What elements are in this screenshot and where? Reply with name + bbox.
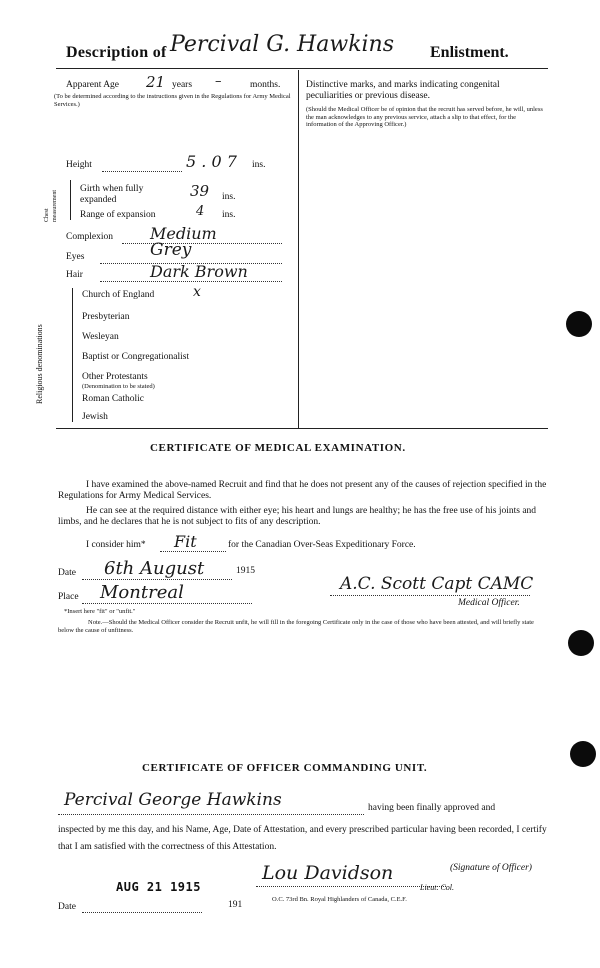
- religion-church-of-england: Church of England: [82, 290, 155, 300]
- apparent-age-label: Apparent Age: [66, 80, 120, 90]
- medical-officer-label: Medical Officer.: [458, 598, 520, 608]
- height-ins-label: ins.: [252, 160, 266, 170]
- range-ins-label: ins.: [222, 210, 236, 220]
- years-label: years: [172, 80, 193, 90]
- form-title-suffix: Enlistment.: [430, 44, 509, 61]
- religion-side-label: Religious denominations: [35, 324, 44, 404]
- commanding-unit: O.C. 73rd Bn. Royal Highlanders of Canada, C.E.F.: [272, 896, 407, 903]
- form-title: Description of: [66, 44, 167, 61]
- recruit-name-handwritten: Percival G. Hawkins: [170, 32, 395, 57]
- religion-wesleyan: Wesleyan: [82, 332, 119, 342]
- medical-para-2: He can see at the required distance with either eye; his heart and lungs are healthy; he has the free use of his joints and limbs, and he declares that he is not subject to fits of any description.: [58, 506, 537, 527]
- commanding-officer-signature: Lou Davidson: [262, 862, 394, 884]
- punch-hole-2: [568, 630, 594, 656]
- commanding-name-value: Percival George Hawkins: [64, 790, 282, 810]
- age-note: (To be determined according to the instructions given in the Regulations for Army Medical Services.): [54, 93, 291, 108]
- distinctive-marks-title: Distinctive marks, and marks indicating congenital peculiarities or previous disease.: [306, 80, 500, 101]
- religion-mark: x: [193, 284, 201, 300]
- lower-divider: [56, 428, 548, 429]
- girth-label: Girth when fully expanded: [80, 184, 144, 205]
- denomination-note: (Denomination to be stated): [82, 383, 155, 390]
- girth-ins-label: ins.: [222, 192, 236, 202]
- commanding-year: 191: [228, 900, 243, 910]
- months-label: months.: [250, 80, 281, 90]
- range-value: 4: [196, 204, 205, 219]
- complexion-value: Medium: [150, 224, 217, 243]
- fit-value: Fit: [174, 532, 197, 551]
- chest-bracket: [70, 180, 71, 220]
- column-divider: [298, 70, 299, 428]
- consider-suffix: for the Canadian Over-Seas Expeditionary Force.: [228, 540, 416, 550]
- girth-value: 39: [190, 182, 210, 200]
- medical-para-1: I have examined the above-named Recruit and find that he does not present any of the causes of rejection specified in the Regulations for Army Medical Services.: [58, 480, 547, 501]
- religion-presbyterian: Presbyterian: [82, 312, 130, 322]
- chest-side-label: Chest measurement: [44, 190, 58, 222]
- punch-hole-3: [570, 741, 596, 767]
- fit-footnote: *Insert here "fit" or "unfit.": [64, 608, 136, 615]
- eyes-value: Grey: [150, 240, 192, 260]
- place-value: Montreal: [100, 582, 184, 603]
- consider-prefix: I consider him*: [86, 540, 146, 550]
- medical-date-label: Date: [58, 568, 76, 578]
- medical-note: Note.—Should the Medical Officer consider the Recruit unfit, he will fill in the foregoing Certificate only in the case of those who have been attested, and will briefly state below the cause of unfitness.: [58, 619, 534, 634]
- complexion-label: Complexion: [66, 232, 113, 242]
- age-years-value: 21: [146, 73, 166, 91]
- distinctive-marks-note: (Should the Medical Officer be of opinion that the recruit has served before, he will, unless the man acknowledges to any previous service, attach a slip to that effect, for the information of the Approving Officer.): [306, 106, 543, 128]
- religion-other-protestants: Other Protestants: [82, 372, 148, 382]
- medical-officer-signature: A.C. Scott Capt CAMC: [340, 574, 534, 594]
- religion-roman-catholic: Roman Catholic: [82, 394, 145, 404]
- medical-year: 1915: [236, 566, 255, 576]
- height-value: 5 . 0 7: [186, 152, 237, 171]
- height-label: Height: [66, 160, 92, 170]
- religion-baptist: Baptist or Congregationalist: [82, 352, 190, 362]
- punch-hole-1: [566, 311, 592, 337]
- medical-date-value: 6th August: [104, 558, 205, 579]
- range-label: Range of expansion: [80, 210, 156, 220]
- place-label: Place: [58, 592, 79, 602]
- title-rule: [56, 68, 548, 69]
- commanding-heading: CERTIFICATE OF OFFICER COMMANDING UNIT.: [142, 762, 428, 774]
- religion-bracket: [72, 288, 73, 422]
- religion-jewish: Jewish: [82, 412, 108, 422]
- date-stamp: AUG 21 1915: [116, 880, 201, 894]
- commanding-date-label: Date: [58, 902, 76, 912]
- age-months-value: –: [215, 74, 222, 89]
- commanding-rank: Lieut. Col.: [420, 883, 455, 892]
- eyes-label: Eyes: [66, 252, 85, 262]
- hair-label: Hair: [66, 270, 83, 280]
- medical-heading: CERTIFICATE OF MEDICAL EXAMINATION.: [150, 442, 406, 454]
- commanding-para-start: having been finally approved and: [368, 803, 496, 813]
- signature-of-officer-label: (Signature of Officer): [450, 863, 532, 873]
- commanding-para-rest: inspected by me this day, and his Name, Age, Date of Attestation, and every prescribed particular having been recorded, I certify that I am satisfied with the correctness of this Attestation.: [58, 825, 547, 852]
- hair-value: Dark Brown: [150, 262, 248, 281]
